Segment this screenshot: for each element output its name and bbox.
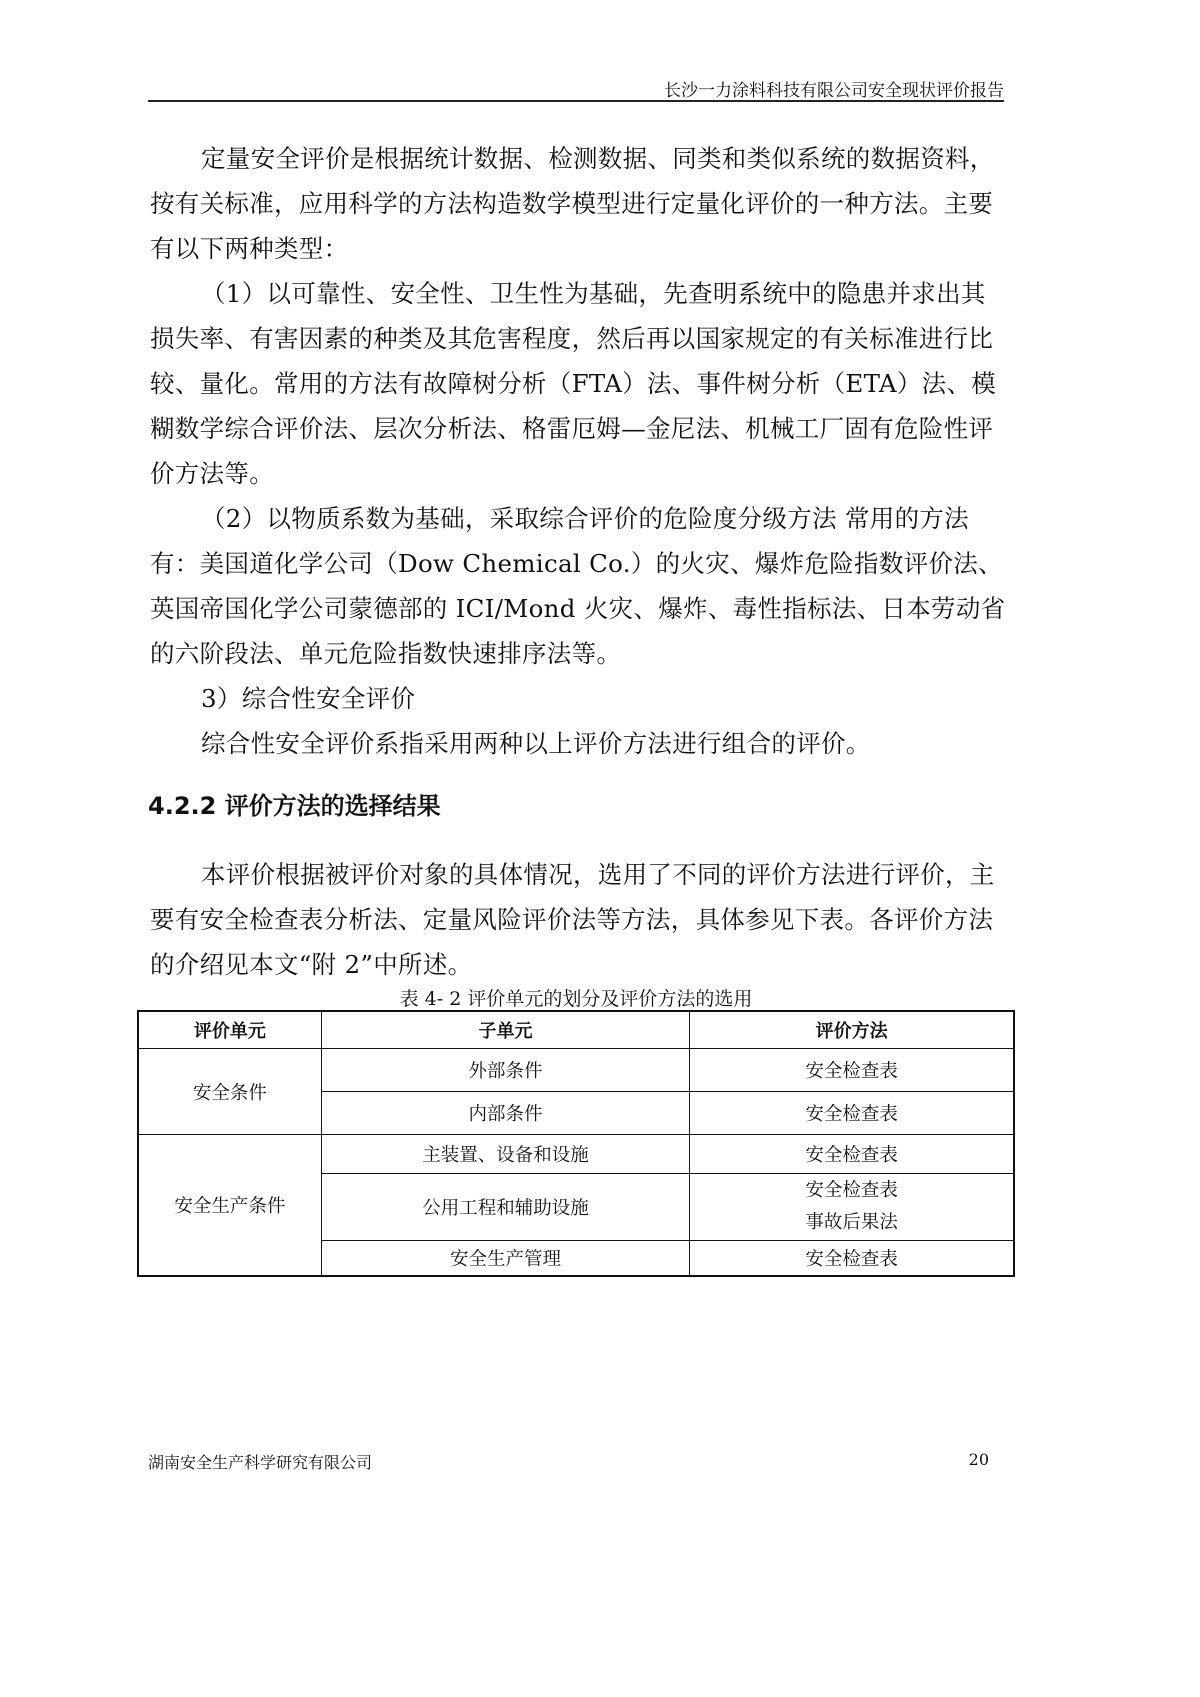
footer-company: 湖南安全生产科学研究有限公司 [148,1453,373,1472]
table-row [138,1135,1014,1174]
method-cell: 安全检查表 [690,1241,1014,1277]
paragraph-type-1: （1）以可靠性、安全性、卫生性为基础，先查明系统中的隐患并求出其损失率、有害因素的种类及其危害程度，然后再以国家规定的有关标准进行比较、量化。常用的方法有故障树分析（FTA）法、事件树分析（ETA）法、模糊数学综合评价法、层次分析法、格雷厄姆—金尼法、机械工厂固有危险性评价方法等。 [150,279,997,488]
page-header [148,74,1004,102]
method-line: 安全检查表 [805,1180,898,1201]
evaluation-method-table [137,1010,1015,1277]
subunit-cell: 安全生产管理 [321,1241,690,1277]
method-cell: 安全检查表 [690,1092,1014,1135]
header-subunit: 子单元 [321,1011,690,1049]
subunit-cell: 外部条件 [321,1049,690,1092]
header-title: 长沙一力涂料科技有限公司安全现状评价报告 [664,81,1004,101]
paragraph-quantitative: 定量安全评价是根据统计数据、检测数据、同类和类似系统的数据资料，按有关标准，应用科学的方法构造数学模型进行定量化评价的一种方法。主要有以下两种类型： [150,144,995,263]
table-header-row [138,1011,1014,1049]
unit-cell: 安全条件 [138,1049,321,1135]
method-cell: 安全检查表 [690,1049,1014,1092]
header-unit: 评价单元 [138,1011,321,1049]
table-row [138,1049,1014,1092]
paragraph-type-2: （2）以物质系数为基础，采取综合评价的危险度分级方法 常用的方法有：美国道化学公司（Dow Chemical Co.）的火灾、爆炸危险指数评价法、英国帝国化学公司蒙德部的 ICI/Mond 火灾、爆炸、毒性指标法、日本劳动省的六阶段法、单元危险指数快速排序法等。 [150,504,1006,668]
method-cell: 安全检查表 [690,1135,1014,1174]
method-line: 事故后果法 [805,1212,898,1233]
page-number: 20 [968,1450,989,1469]
table-caption: 表 4- 2 评价单元的划分及评价方法的选用 [399,988,753,1010]
paragraph-selection: 本评价根据被评价对象的具体情况，选用了不同的评价方法进行评价，主要有安全检查表分析法、定量风险评价法等方法，具体参见下表。各评价方法的介绍见本文“附 2”中所述。 [150,860,995,979]
subunit-cell: 内部条件 [321,1092,690,1135]
subunit-cell: 主装置、设备和设施 [321,1135,690,1174]
unit-cell: 安全生产条件 [138,1135,321,1277]
method-cell [690,1174,1014,1241]
paragraph-heading-3: 3）综合性安全评价 [201,684,416,713]
header-method: 评价方法 [690,1011,1014,1049]
paragraph-comprehensive: 综合性安全评价系指采用两种以上评价方法进行组合的评价。 [201,729,871,758]
section-title: 4.2.2 评价方法的选择结果 [148,792,441,820]
subunit-cell: 公用工程和辅助设施 [321,1174,690,1241]
